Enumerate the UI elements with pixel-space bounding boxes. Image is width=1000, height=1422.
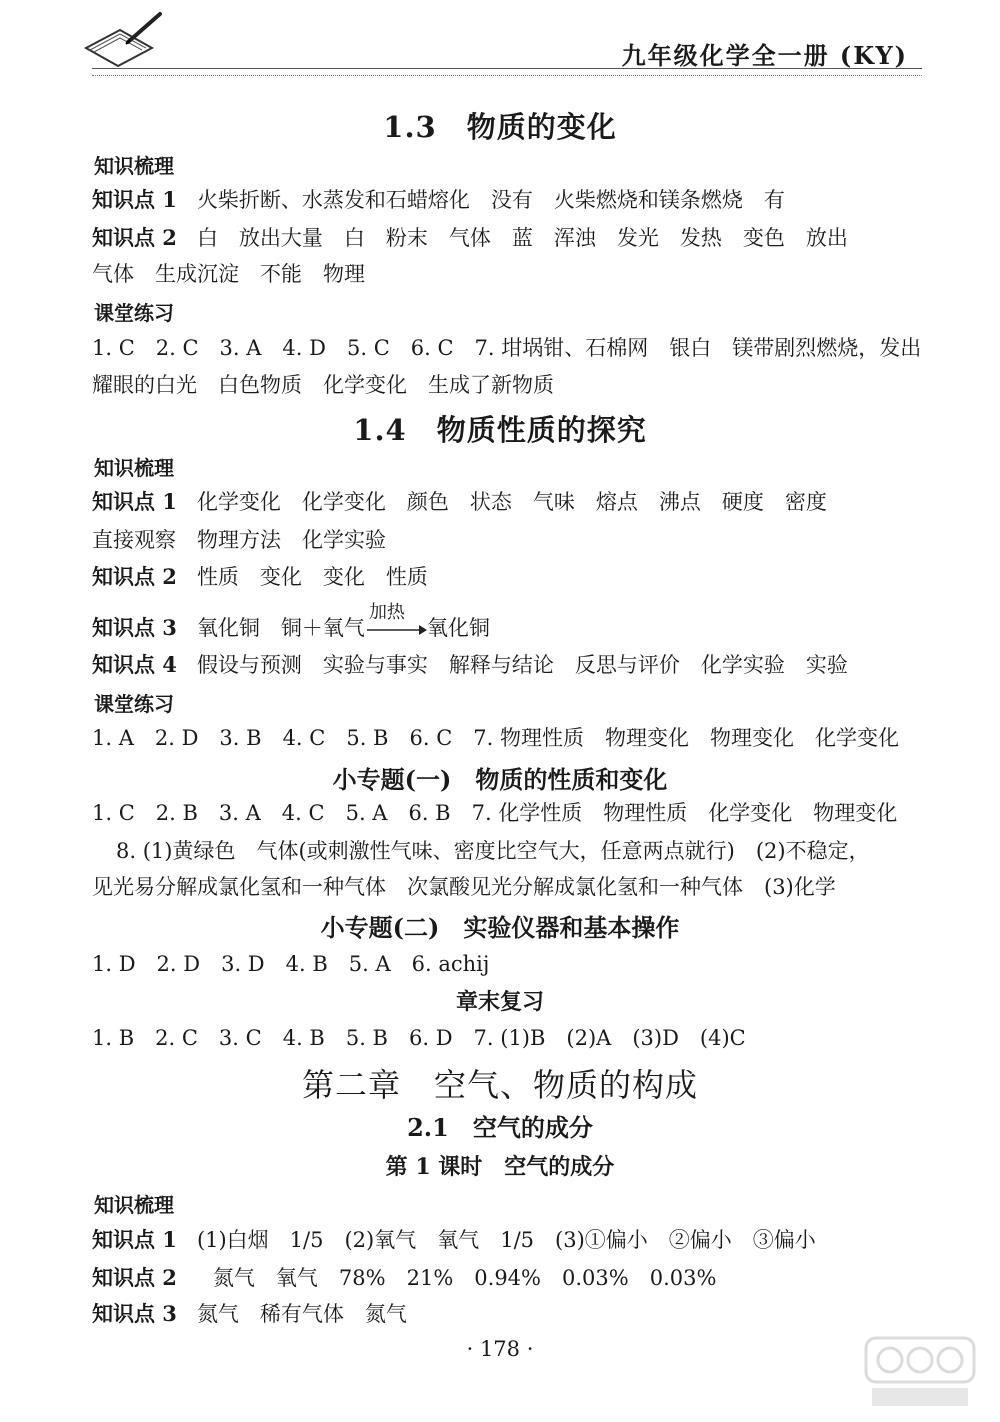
answer-text: 火柴折断、水蒸发和石蜡熔化 没有 火柴燃烧和镁条燃烧 有 bbox=[196, 188, 785, 212]
point-label: 知识点 3 bbox=[92, 615, 177, 640]
point-label: 知识点 3 bbox=[92, 1301, 177, 1326]
point-label: 知识点 4 bbox=[92, 652, 177, 677]
point-label: 知识点 2 bbox=[92, 1265, 177, 1290]
text-line: 1. C 2. C 3. A 4. D 5. C 6. C 7. 坩埚钳、石棉网 银白 镁带剧烈燃烧，发出 bbox=[92, 336, 922, 360]
answer-text: 氮气 稀有气体 氮气 bbox=[196, 1302, 407, 1326]
page-number: · 178 · bbox=[466, 1337, 534, 1361]
text-line: 1. B 2. C 3. C 4. B 5. B 6. D 7. (1)B (2)A (3)D (4)C bbox=[92, 1026, 746, 1050]
reaction-condition: 加热 bbox=[368, 601, 405, 623]
text-line bbox=[92, 184, 785, 214]
equation-product: 氧化铜 bbox=[426, 616, 490, 640]
section-title-1-3: 1.3 物质的变化 bbox=[383, 110, 617, 144]
subheading-practice: 课堂练习 bbox=[94, 301, 174, 325]
point-label: 知识点 2 bbox=[92, 564, 177, 589]
text-line bbox=[92, 561, 428, 591]
equation-reactants: 氧化铜 铜＋氧气 bbox=[196, 616, 365, 640]
section-title-1-4: 1.4 物质性质的探究 bbox=[353, 413, 647, 447]
answer-text: (1)白烟 1/5 (2)氧气 氧气 1/5 (3)①偏小 ②偏小 ③偏小 bbox=[196, 1228, 816, 1252]
section-title-2-1: 2.1 空气的成分 bbox=[407, 1113, 593, 1142]
text-line bbox=[92, 486, 827, 516]
text-line: 耀眼的白光 白色物质 化学变化 生成了新物质 bbox=[92, 373, 554, 397]
answer-text: 性质 变化 变化 性质 bbox=[196, 565, 428, 589]
text-line bbox=[92, 222, 848, 252]
text-line: 气体 生成沉淀 不能 物理 bbox=[92, 262, 365, 286]
reaction-arrow bbox=[365, 601, 427, 640]
subheading-knowledge: 知识梳理 bbox=[94, 456, 174, 480]
point-label: 知识点 1 bbox=[92, 1227, 177, 1252]
answer-text: 化学变化 化学变化 颜色 状态 气味 熔点 沸点 硬度 密度 bbox=[196, 490, 827, 514]
header-title: 九年级化学全一册 (KY) bbox=[621, 41, 908, 70]
text-line: 见光易分解成氯化氢和一种气体 次氯酸见光分解成氯化氢和一种气体 (3)化学 bbox=[92, 875, 836, 899]
text-line bbox=[92, 649, 848, 679]
subheading-knowledge: 知识梳理 bbox=[94, 154, 174, 178]
text-line bbox=[92, 1262, 716, 1292]
text-line bbox=[92, 1298, 407, 1328]
section-title-review: 章末复习 bbox=[455, 989, 544, 1015]
point-label: 知识点 2 bbox=[92, 225, 177, 250]
answer-text: 氮气 氧气 78% 21% 0.94% 0.03% 0.03% bbox=[212, 1266, 717, 1290]
text-line bbox=[92, 1224, 816, 1254]
header-rule bbox=[92, 68, 922, 76]
subheading-knowledge: 知识梳理 bbox=[94, 1193, 174, 1217]
answer-text: 假设与预测 实验与事实 解释与结论 反思与评价 化学实验 实验 bbox=[196, 653, 848, 677]
lesson-title: 第 1 课时 空气的成分 bbox=[385, 1154, 615, 1180]
text-line: 1. A 2. D 3. B 4. C 5. B 6. C 7. 物理性质 物理变化 物理变化 化学变化 bbox=[92, 726, 899, 750]
watermark-logo bbox=[860, 1332, 980, 1412]
point-label: 知识点 1 bbox=[92, 489, 177, 514]
notebook-pen-icon bbox=[80, 8, 170, 70]
text-line: 1. C 2. B 3. A 4. C 5. A 6. B 7. 化学性质 物理性质 化学变化 物理变化 bbox=[92, 801, 898, 825]
chapter-title: 第二章 空气、物质的构成 bbox=[301, 1066, 698, 1104]
text-line: 8. (1)黄绿色 气体(或刺激性气味、密度比空气大，任意两点就行) (2)不稳定， bbox=[116, 839, 870, 863]
point-label: 知识点 1 bbox=[92, 187, 177, 212]
answer-text: 白 放出大量 白 粉末 气体 蓝 浑浊 发光 发热 变色 放出 bbox=[196, 226, 848, 250]
section-title-topic-2: 小专题(二) 实验仪器和基本操作 bbox=[320, 913, 680, 942]
text-line bbox=[92, 601, 490, 642]
text-line: 直接观察 物理方法 化学实验 bbox=[92, 528, 386, 552]
section-title-topic-1: 小专题(一) 物质的性质和变化 bbox=[332, 765, 668, 794]
text-line: 1. D 2. D 3. D 4. B 5. A 6. achij bbox=[92, 952, 490, 976]
subheading-practice: 课堂练习 bbox=[94, 692, 174, 716]
